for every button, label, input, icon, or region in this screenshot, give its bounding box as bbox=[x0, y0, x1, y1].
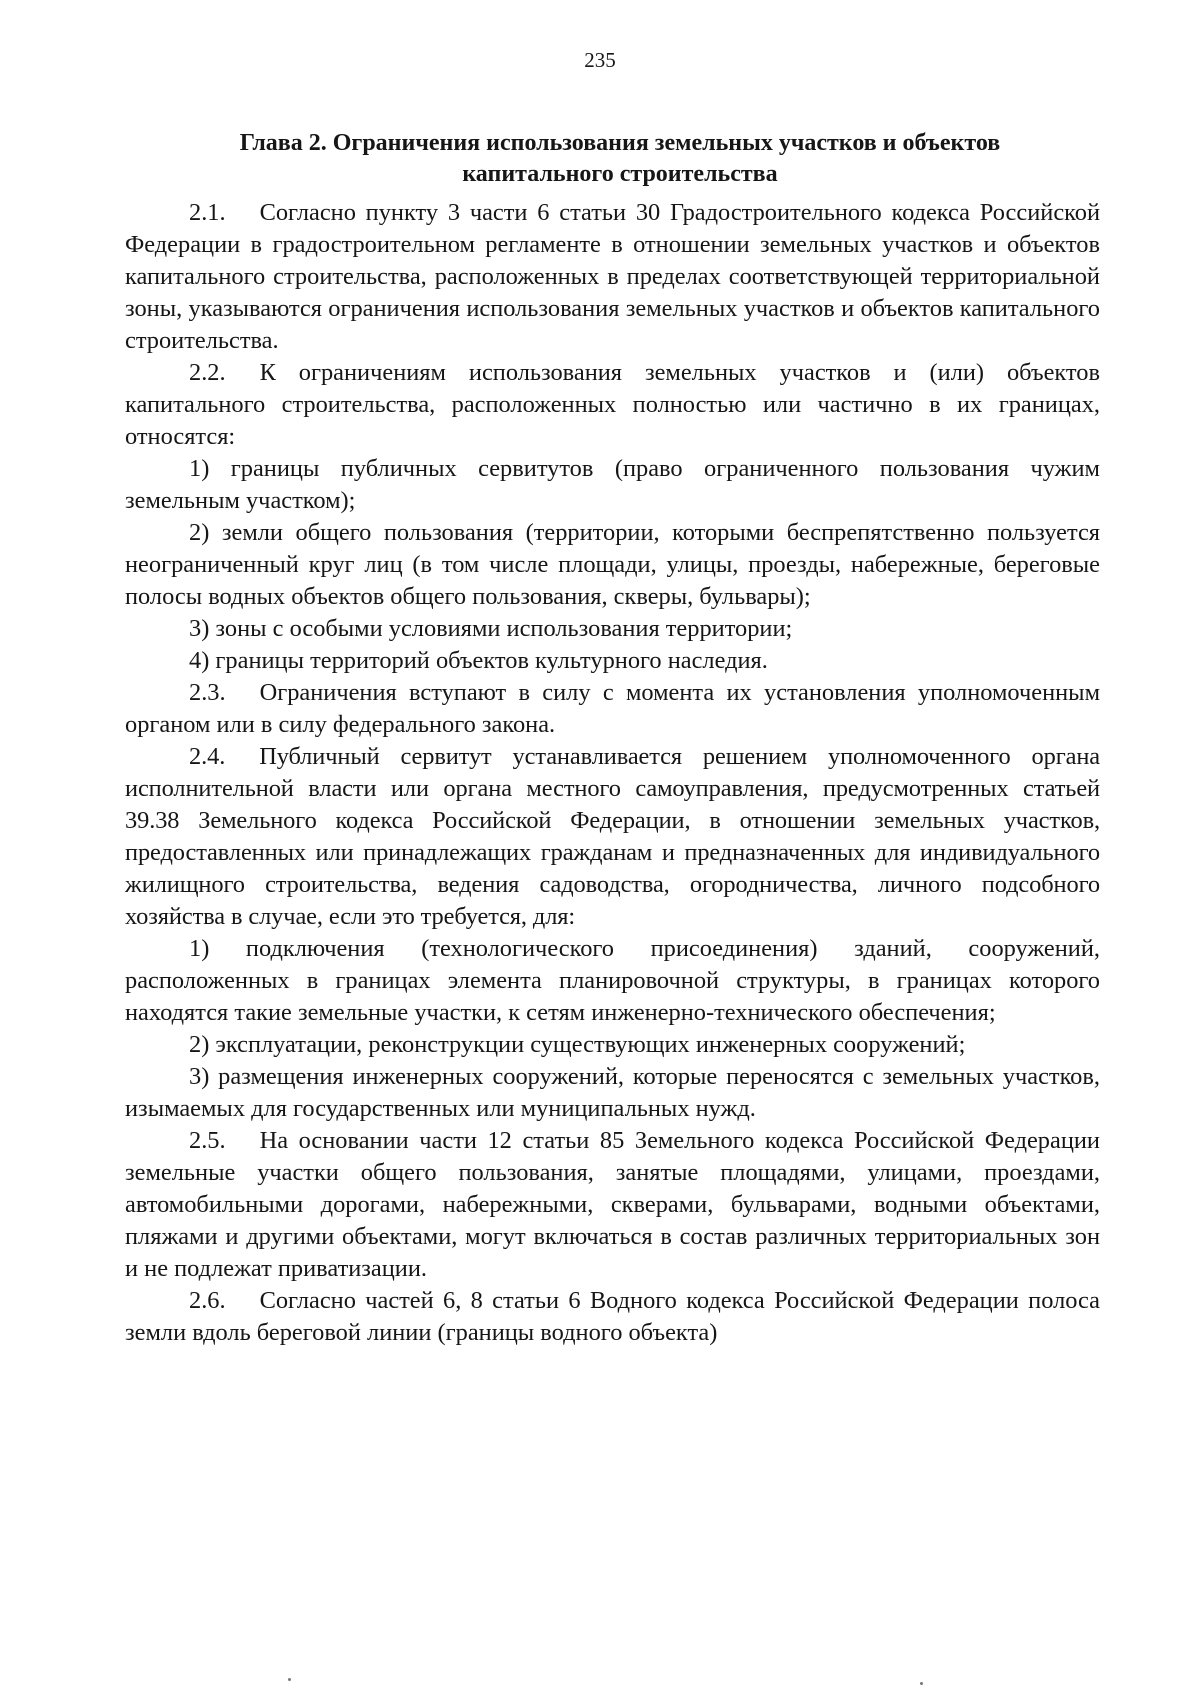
paragraph-text: Согласно частей 6, 8 статьи 6 Водного кодекса Российской Федерации полоса земли вдоль береговой линии (границы водного объекта) bbox=[125, 1287, 1100, 1346]
paragraph-2-4 bbox=[125, 741, 1100, 933]
paragraph-text: На основании части 12 статьи 85 Земельного кодекса Российской Федерации земельные участки общего пользования, занятые площадями, улицами, проездами, автомобильными дорогами, набережными, скверами, бульварами, водными объектами, пляжами и другими объектами, могут включаться в состав различных территориальных зон и не подлежат приватизации. bbox=[125, 1127, 1100, 1282]
paragraph-number: 2.5. bbox=[189, 1127, 226, 1154]
list-item: 4) границы территорий объектов культурного наследия. bbox=[189, 647, 768, 674]
chapter-heading-line-1: Глава 2. Ограничения использования земельных участков и объектов bbox=[239, 130, 1001, 156]
paragraph-number: 2.6. bbox=[189, 1287, 226, 1314]
list-item: 3) зоны с особыми условиями использования территории; bbox=[189, 615, 793, 642]
list-item: 2) эксплуатации, реконструкции существующих инженерных сооружений; bbox=[189, 1031, 966, 1058]
paragraph-text: Согласно пункту 3 части 6 статьи 30 Градостроительного кодекса Российской Федерации в градостроительном регламенте в отношении земельных участков и объектов капитального строительства, расположенных в пределах соответствующей территориальной зоны, указываются ограничения использования земельных участков и объектов капитального строительства. bbox=[125, 199, 1100, 354]
paragraph-2-3 bbox=[125, 677, 1100, 741]
scan-speck bbox=[288, 1678, 291, 1681]
chapter-heading-line-2: капитального строительства bbox=[462, 161, 778, 187]
list-item: 3) размещения инженерных сооружений, которые переносятся с земельных участков, изымаемых для государственных или муниципальных нужд. bbox=[125, 1063, 1100, 1122]
paragraph-number: 2.4. bbox=[189, 743, 226, 770]
paragraph-text: Ограничения вступают в силу с момента их установления уполномоченным органом или в силу федерального закона. bbox=[125, 679, 1100, 738]
paragraph-text: Публичный сервитут устанавливается решением уполномоченного органа исполнительной власти или органа местного самоуправления, предусмотренных статьей 39.38 Земельного кодекса Российской Федерации, в отношении земельных участков, предоставленных или принадлежащих гражданам и предназначенных для индивидуального жилищного строительства, ведения садоводства, огородничества, личного подсобного хозяйства в случае, если это требуется, для: bbox=[125, 743, 1100, 930]
paragraph-number: 2.2. bbox=[189, 359, 226, 386]
paragraph-2-1 bbox=[125, 197, 1100, 357]
list-item: 1) подключения (технологического присоединения) зданий, сооружений, расположенных в границах элемента планировочной структуры, в границах которого находятся такие земельные участки, к сетям инженерно-технического обеспечения; bbox=[125, 935, 1100, 1026]
page-number: 235 bbox=[584, 48, 616, 72]
document-body bbox=[125, 197, 1100, 1349]
chapter-heading bbox=[150, 128, 1090, 190]
list-item: 1) границы публичных сервитутов (право ограниченного пользования чужим земельным участком); bbox=[125, 455, 1100, 514]
paragraph-number: 2.3. bbox=[189, 679, 226, 706]
paragraph-2-5 bbox=[125, 1125, 1100, 1285]
list-item: 2) земли общего пользования (территории, которыми беспрепятственно пользуется неограниченный круг лиц (в том числе площади, улицы, проезды, набережные, береговые полосы водных объектов общего пользования, скверы, бульвары); bbox=[125, 519, 1100, 610]
paragraph-2-2 bbox=[125, 357, 1100, 453]
scan-speck bbox=[920, 1682, 923, 1685]
paragraph-text: К ограничениям использования земельных участков и (или) объектов капитального строительства, расположенных полностью или частично в их границах, относятся: bbox=[125, 359, 1100, 450]
paragraph-2-6 bbox=[125, 1285, 1100, 1349]
paragraph-number: 2.1. bbox=[189, 199, 226, 226]
